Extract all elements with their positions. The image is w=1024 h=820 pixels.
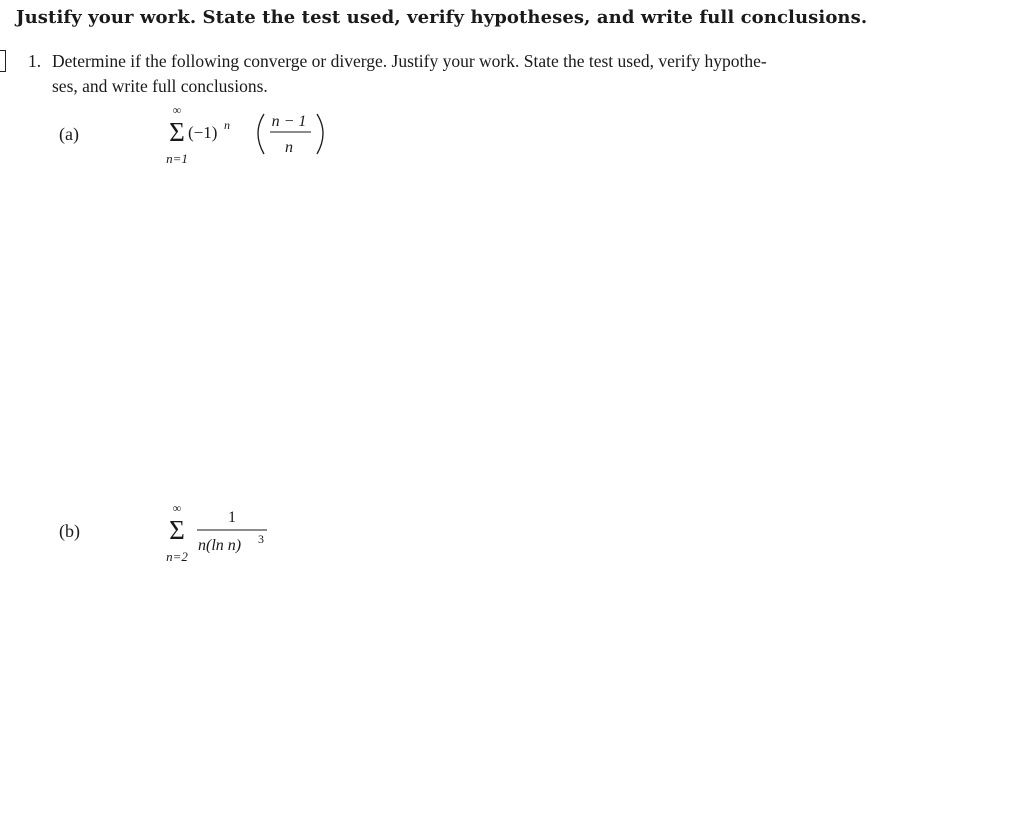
instructions-heading: Justify your work. State the test used, verify hypotheses, and write full conclusions. [16,7,868,28]
formula-a [155,104,355,170]
formula-b [155,500,355,566]
sum-lower-limit: n=1 [166,151,188,166]
alternating-exponent: n [224,118,230,132]
fraction-numerator: n − 1 [271,113,307,130]
sum-lower-limit: n=2 [166,549,188,564]
part-a-label: (a) [59,124,79,144]
problem-text-line-2: ses, and write full conclusions. [52,76,268,96]
part-b-label: (b) [59,521,80,541]
right-parenthesis [317,114,323,154]
alternating-factor: (−1) [188,123,218,142]
margin-bracket [0,50,6,72]
fraction-denominator: n [285,139,293,156]
sum-upper-limit: ∞ [172,104,182,117]
fraction-denominator: n(ln n) [198,537,242,554]
left-parenthesis [258,114,264,154]
summation-sign: Σ [169,117,185,147]
problem-1 [28,49,968,99]
fraction-numerator: 1 [228,509,236,526]
problem-1-line-1 [28,49,968,74]
denominator-exponent: 3 [258,532,264,546]
problem-number: 1. [28,51,42,71]
problem-text-line-1: Determine if the following converge or diverge. Justify your work. State the test used, verify hypothe- [52,51,767,71]
summation-sign: Σ [169,515,185,545]
sum-upper-limit: ∞ [172,501,182,515]
